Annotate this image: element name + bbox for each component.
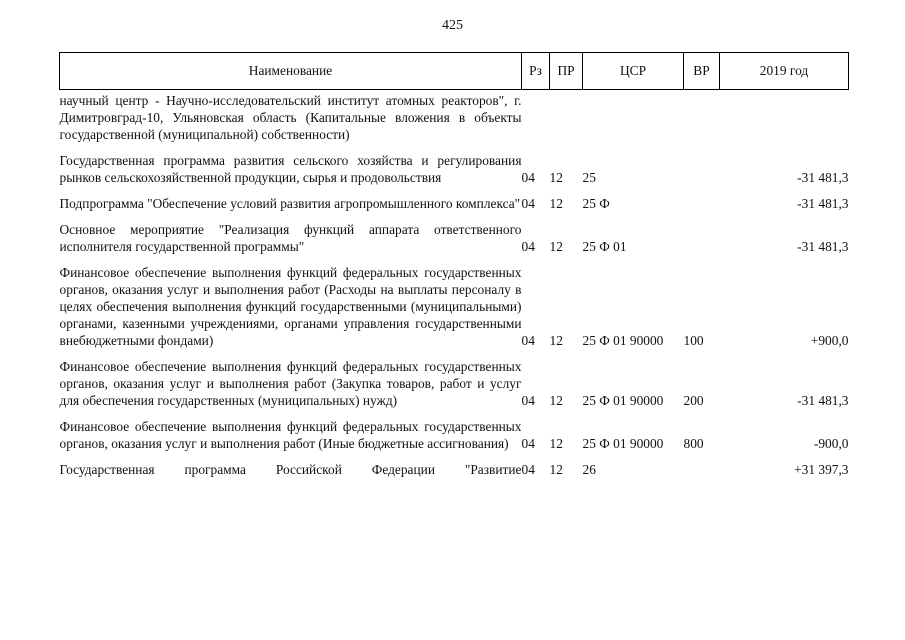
row-csr: 26 xyxy=(582,462,596,477)
table-row xyxy=(60,221,849,255)
table-row xyxy=(60,90,849,144)
row-csr: 25 Ф 01 xyxy=(582,239,627,254)
row-rz: 04 xyxy=(521,462,535,477)
table-row xyxy=(60,418,849,452)
row-rz: 04 xyxy=(521,196,535,211)
header-vr: ВР xyxy=(684,53,720,90)
row-name: Основное мероприятие "Реализация функций аппарата ответственного исполнителя государственной программы" xyxy=(59,222,522,254)
row-pr: 12 xyxy=(549,196,563,211)
row-name: Государственная программа развития сельского хозяйства и регулирования рынков сельскохозяйственной продукции, сырья и продовольствия xyxy=(59,153,522,185)
row-csr: 25 Ф 01 90000 xyxy=(582,333,664,348)
row-amount: -31 481,3 xyxy=(797,170,849,185)
table-row xyxy=(60,195,849,212)
row-csr: 25 Ф 01 90000 xyxy=(582,436,664,451)
row-vr: 800 xyxy=(683,436,704,451)
row-name: Государственная программа Российской Федерации "Развитие xyxy=(59,462,522,477)
page-number: 425 xyxy=(442,18,463,33)
row-name: Финансовое обеспечение выполнения функций федеральных государственных органов, оказания услуг и выполнения работ (Расходы на выплаты персоналу в целях обеспечения выполнения функций государственными (муниципальными) органами, казенными учреждениями, органами управления государственными внебюджетными фондами) xyxy=(59,265,522,348)
row-rz: 04 xyxy=(521,333,535,348)
row-vr xyxy=(684,461,720,478)
table-row xyxy=(60,152,849,186)
row-amount: +900,0 xyxy=(810,333,849,348)
table-row xyxy=(60,264,849,349)
table-row xyxy=(60,461,849,478)
row-rz: 04 xyxy=(521,393,535,408)
row-amount: -31 481,3 xyxy=(797,239,849,254)
row-pr: 12 xyxy=(549,333,563,348)
row-name: научный центр - Научно-исследовательский институт атомных реакторов", г. Димитровград-10, Ульяновская область (Капитальные вложения в объекты государственной (муниципальной) собственности) xyxy=(59,93,522,142)
row-rz: 04 xyxy=(521,239,535,254)
row-amount: -900,0 xyxy=(813,436,849,451)
row-amount: -31 481,3 xyxy=(797,393,849,408)
row-pr: 12 xyxy=(549,436,563,451)
row-vr xyxy=(684,90,720,144)
row-csr xyxy=(583,90,684,144)
header-name: Наименование xyxy=(60,53,522,90)
row-vr: 100 xyxy=(683,333,704,348)
row-csr: 25 xyxy=(582,170,596,185)
row-pr xyxy=(550,90,583,144)
row-csr: 25 Ф 01 90000 xyxy=(582,393,664,408)
row-vr xyxy=(684,221,720,255)
row-pr: 12 xyxy=(549,393,563,408)
table-header-row xyxy=(60,53,849,90)
header-rz: Рз xyxy=(522,53,550,90)
row-amount: +31 397,3 xyxy=(794,462,849,477)
budget-table xyxy=(59,52,849,478)
row-vr xyxy=(684,195,720,212)
row-rz: 04 xyxy=(521,436,535,451)
table-row xyxy=(60,358,849,409)
row-vr: 200 xyxy=(683,393,704,408)
row-rz xyxy=(522,90,550,144)
header-csr: ЦСР xyxy=(583,53,684,90)
row-name: Финансовое обеспечение выполнения функций федеральных государственных органов, оказания услуг и выполнения работ (Иные бюджетные ассигнования) xyxy=(59,419,522,451)
row-pr: 12 xyxy=(549,462,563,477)
row-pr: 12 xyxy=(549,170,563,185)
row-name: Подпрограмма "Обеспечение условий развития агропромышленного комплекса" xyxy=(59,196,521,211)
header-year: 2019 год xyxy=(720,53,849,90)
header-pr: ПР xyxy=(550,53,583,90)
row-csr: 25 Ф xyxy=(582,196,610,211)
row-amount: -31 481,3 xyxy=(797,196,849,211)
row-name: Финансовое обеспечение выполнения функций федеральных государственных органов, оказания услуг и выполнения работ (Закупка товаров, работ и услуг для обеспечения государственных (муниципальных) нужд) xyxy=(59,359,522,408)
row-rz: 04 xyxy=(521,170,535,185)
row-vr xyxy=(684,152,720,186)
row-amount xyxy=(720,90,849,144)
row-pr: 12 xyxy=(549,239,563,254)
